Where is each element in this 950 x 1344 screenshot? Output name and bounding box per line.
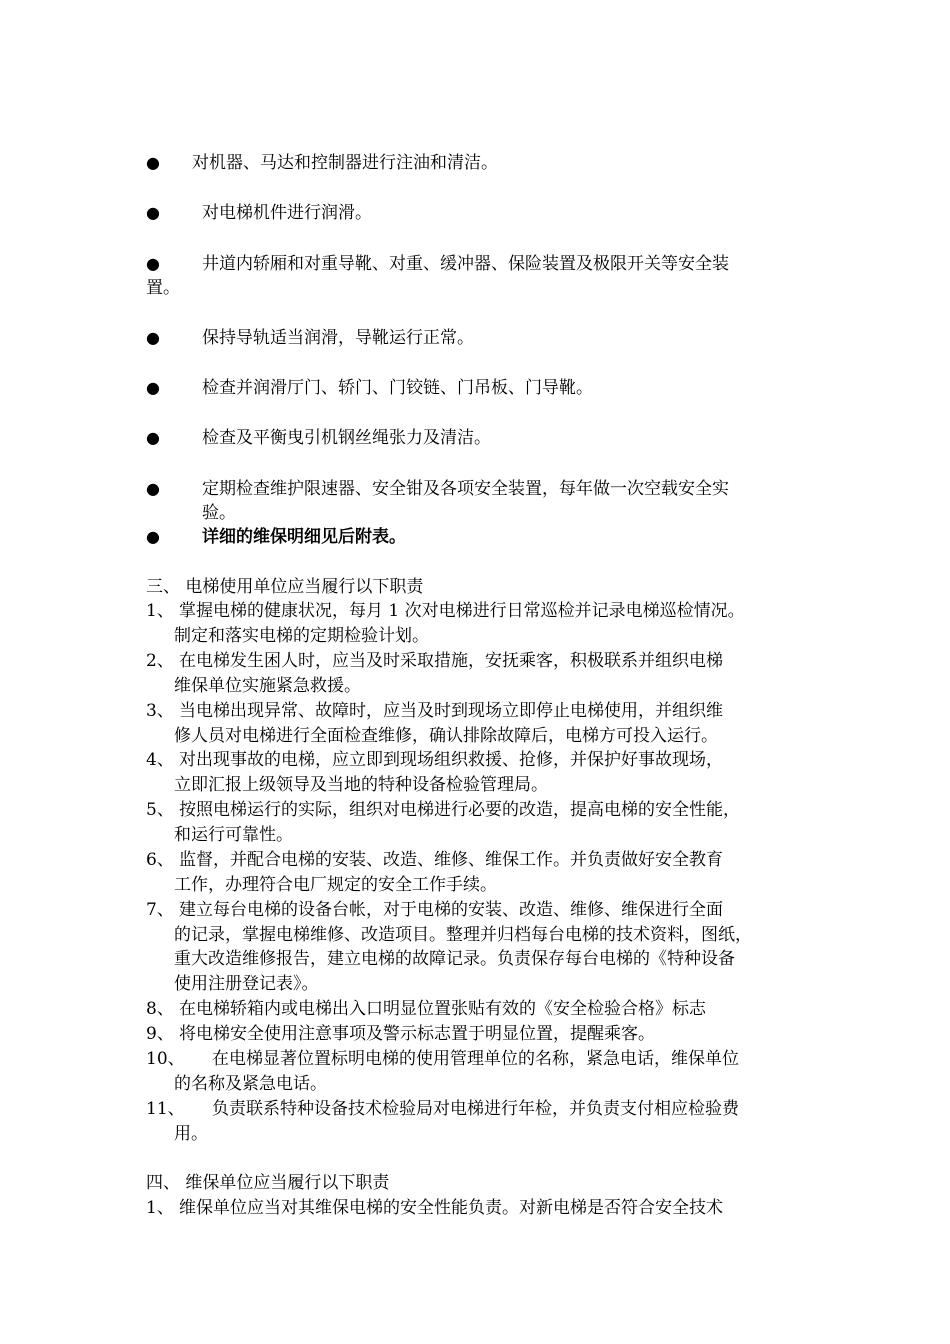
item-number: 1、 — [146, 1198, 174, 1218]
item-number: 11、 — [146, 1099, 185, 1119]
item-number: 3、 — [146, 701, 174, 721]
bullet-text: 检查及平衡曳引机钢丝绳张力及清洁。 — [202, 428, 491, 448]
bullet-icon: ● — [146, 428, 160, 447]
item-text-continued: 修人员对电梯进行全面检查维修，确认排除故障后，电梯方可投入运行。 — [174, 726, 718, 746]
item-text-continued: 用。 — [174, 1124, 208, 1144]
item-number: 6、 — [146, 850, 174, 870]
bullet-text-bold: 详细的维保明细见后附表。 — [202, 527, 406, 547]
item-text: 负责联系特种设备技术检验局对电梯进行年检，并负责支付相应检验费 — [212, 1099, 739, 1119]
item-text: 在电梯显著位置标明电梯的使用管理单位的名称，紧急电话，维保单位 — [212, 1049, 739, 1069]
item-text-continued: 维保单位实施紧急救援。 — [174, 676, 361, 696]
item-text: 按照电梯运行的实际，组织对电梯进行必要的改造，提高电梯的安全性能， — [179, 800, 740, 820]
bullet-text: 对电梯机件进行润滑。 — [202, 203, 372, 223]
item-text: 在电梯轿箱内或电梯出入口明显位置张贴有效的《安全检验合格》标志 — [179, 999, 706, 1019]
item-text-continued: 立即汇报上级领导及当地的特种设备检验管理局。 — [174, 775, 548, 795]
item-number: 10、 — [146, 1049, 185, 1069]
item-number: 2、 — [146, 651, 174, 671]
bullet-icon: ● — [146, 328, 160, 347]
section-heading: 三、 电梯使用单位应当履行以下职责 — [146, 577, 424, 597]
item-text: 将电梯安全使用注意事项及警示标志置于明显位置，提醒乘客。 — [179, 1024, 655, 1044]
bullet-icon: ● — [146, 479, 160, 498]
item-text: 维保单位应当对其维保电梯的安全性能负责。对新电梯是否符合安全技术 — [179, 1198, 723, 1218]
bullet-icon: ● — [146, 153, 160, 172]
bullet-text: 定期检查维护限速器、安全钳及各项安全装置，每年做一次空载安全实 — [202, 479, 729, 499]
bullet-text: 保持导轨适当润滑，导靴运行正常。 — [202, 328, 474, 348]
item-number: 7、 — [146, 900, 174, 920]
bullet-icon: ● — [146, 378, 160, 397]
section-heading: 四、 维保单位应当履行以下职责 — [146, 1173, 390, 1193]
item-text-continued: 制定和落实电梯的定期检验计划。 — [174, 626, 429, 646]
item-text-continued: 的记录，掌握电梯维修、改造项目。整理并归档每台电梯的技术资料，图纸， — [174, 925, 752, 945]
item-text: 对出现事故的电梯，应立即到现场组织救援、抢修，并保护好事故现场， — [179, 750, 723, 770]
item-number: 8、 — [146, 999, 174, 1019]
item-text: 当电梯出现异常、故障时，应当及时到现场立即停止电梯使用，并组织维 — [179, 701, 723, 721]
item-text-continued: 和运行可靠性。 — [174, 825, 293, 845]
item-number: 4、 — [146, 750, 174, 770]
item-text: 监督，并配合电梯的安装、改造、维修、维保工作。并负责做好安全教育 — [179, 850, 723, 870]
bullet-icon: ● — [146, 527, 160, 546]
bullet-icon: ● — [146, 254, 160, 273]
item-text-continued: 的名称及紧急电话。 — [174, 1074, 327, 1094]
item-text: 掌握电梯的健康状况，每月 1 次对电梯进行日常巡检并记录电梯巡检情况。 — [179, 601, 745, 621]
bullet-text-continued: 置。 — [146, 278, 180, 298]
item-text-continued: 使用注册登记表》。 — [174, 974, 319, 994]
bullet-text: 对机器、马达和控制器进行注油和清洁。 — [192, 153, 498, 173]
bullet-text: 检查并润滑厅门、轿门、门铰链、门吊板、门导靴。 — [202, 378, 593, 398]
bullet-icon: ● — [146, 203, 160, 222]
item-number: 9、 — [146, 1024, 174, 1044]
item-text: 在电梯发生困人时，应当及时采取措施，安抚乘客，积极联系并组织电梯 — [179, 651, 723, 671]
item-text-continued: 重大改造维修报告，建立电梯的故障记录。负责保存每台电梯的《特种设备 — [174, 949, 735, 969]
item-text: 建立每台电梯的设备台帐，对于电梯的安装、改造、维修、维保进行全面 — [179, 900, 723, 920]
item-number: 1、 — [146, 601, 174, 621]
bullet-text-continued: 验。 — [202, 503, 236, 523]
bullet-text: 井道内轿厢和对重导靴、对重、缓冲器、保险装置及极限开关等安全装 — [202, 254, 729, 274]
item-number: 5、 — [146, 800, 174, 820]
item-text-continued: 工作，办理符合电厂规定的安全工作手续。 — [174, 875, 497, 895]
